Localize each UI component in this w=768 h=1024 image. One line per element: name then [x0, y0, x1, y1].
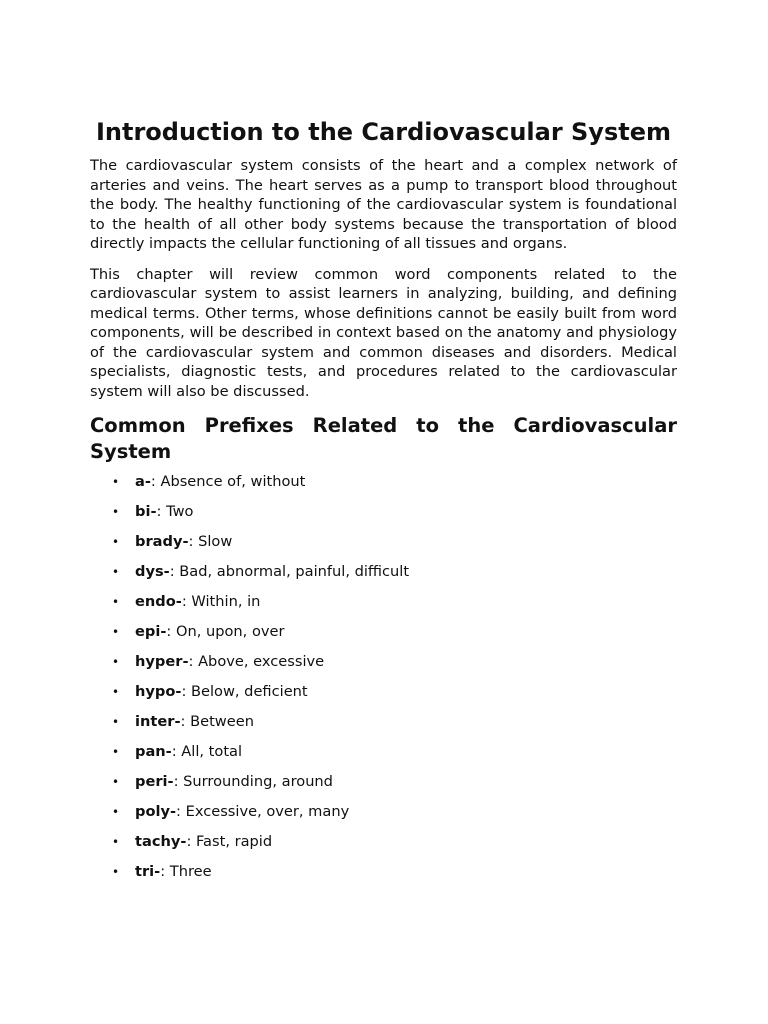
prefix-definition: : Fast, rapid [186, 833, 273, 850]
prefix-term: brady- [135, 533, 189, 550]
bullet-icon: • [112, 745, 120, 759]
bullet-icon: • [112, 715, 120, 729]
list-item [90, 589, 677, 619]
list-item [90, 769, 677, 799]
prefix-definition: : Surrounding, around [173, 773, 333, 790]
bullet-icon: • [112, 505, 120, 519]
prefix-definition: : Absence of, without [150, 473, 306, 490]
prefix-term: tachy- [135, 833, 187, 850]
document-content [90, 116, 677, 889]
list-item [90, 499, 677, 529]
prefix-definition: : Below, deficient [181, 683, 308, 700]
prefix-definition: : Between [180, 713, 254, 730]
bullet-icon: • [112, 805, 120, 819]
list-item [90, 619, 677, 649]
prefix-definition: : On, upon, over [166, 623, 285, 640]
prefixes-section-heading: Common Prefixes Related to the Cardiovascular System [90, 414, 677, 463]
prefix-definition: : Above, excessive [188, 653, 325, 670]
prefix-term: tri- [135, 863, 161, 880]
prefix-definition: : Three [160, 863, 212, 880]
list-item [90, 649, 677, 679]
prefix-list [90, 469, 677, 889]
prefix-term: peri- [135, 773, 174, 790]
bullet-icon: • [112, 625, 120, 639]
bullet-icon: • [112, 535, 120, 549]
list-item [90, 859, 677, 889]
bullet-icon: • [112, 655, 120, 669]
list-item [90, 679, 677, 709]
chapter-overview-paragraph: This chapter will review common word components related to the cardiovascular system to assist learners in analyzing, building, and defining medical terms. Other terms, whose definitions cannot be easily built from word components, will be described in context based on the anatomy and physiology of the cardiovascular system and common diseases and disorders. Medical specialists, diagnostic tests, and procedures related to the cardiovascular system will also be discussed. [90, 265, 677, 400]
bullet-icon: • [112, 565, 120, 579]
prefix-definition: : All, total [171, 743, 243, 760]
list-item [90, 829, 677, 859]
prefix-definition: : Within, in [181, 593, 261, 610]
list-item [90, 739, 677, 769]
prefix-definition: : Slow [188, 533, 233, 550]
prefix-term: a- [135, 473, 151, 490]
prefix-term: endo- [135, 593, 182, 610]
list-item [90, 559, 677, 589]
prefix-definition: : Excessive, over, many [176, 803, 350, 820]
list-item [90, 709, 677, 739]
prefix-definition: : Bad, abnormal, painful, difficult [169, 563, 410, 580]
prefix-term: pan- [135, 743, 172, 760]
page-title: Introduction to the Cardiovascular System [95, 118, 671, 146]
bullet-icon: • [112, 865, 120, 879]
bullet-icon: • [112, 685, 120, 699]
bullet-icon: • [112, 475, 120, 489]
bullet-icon: • [112, 595, 120, 609]
intro-paragraph: The cardiovascular system consists of the heart and a complex network of arteries and veins. The heart serves as a pump to transport blood throughout the body. The healthy functioning of the cardiovascular system is foundational to the health of all other body systems because the transportation of blood directly impacts the cellular functioning of all tissues and organs. [90, 157, 677, 252]
prefix-term: bi- [135, 503, 157, 520]
bullet-icon: • [112, 835, 120, 849]
bullet-icon: • [112, 775, 120, 789]
prefix-term: hyper- [135, 653, 189, 670]
list-item [90, 529, 677, 559]
prefix-term: inter- [135, 713, 181, 730]
prefix-term: dys- [135, 563, 170, 580]
prefix-term: poly- [135, 803, 177, 820]
list-item [90, 799, 677, 829]
prefix-definition: : Two [156, 503, 194, 520]
list-item [90, 469, 677, 499]
prefix-term: hypo- [135, 683, 182, 700]
prefix-term: epi- [135, 623, 167, 640]
